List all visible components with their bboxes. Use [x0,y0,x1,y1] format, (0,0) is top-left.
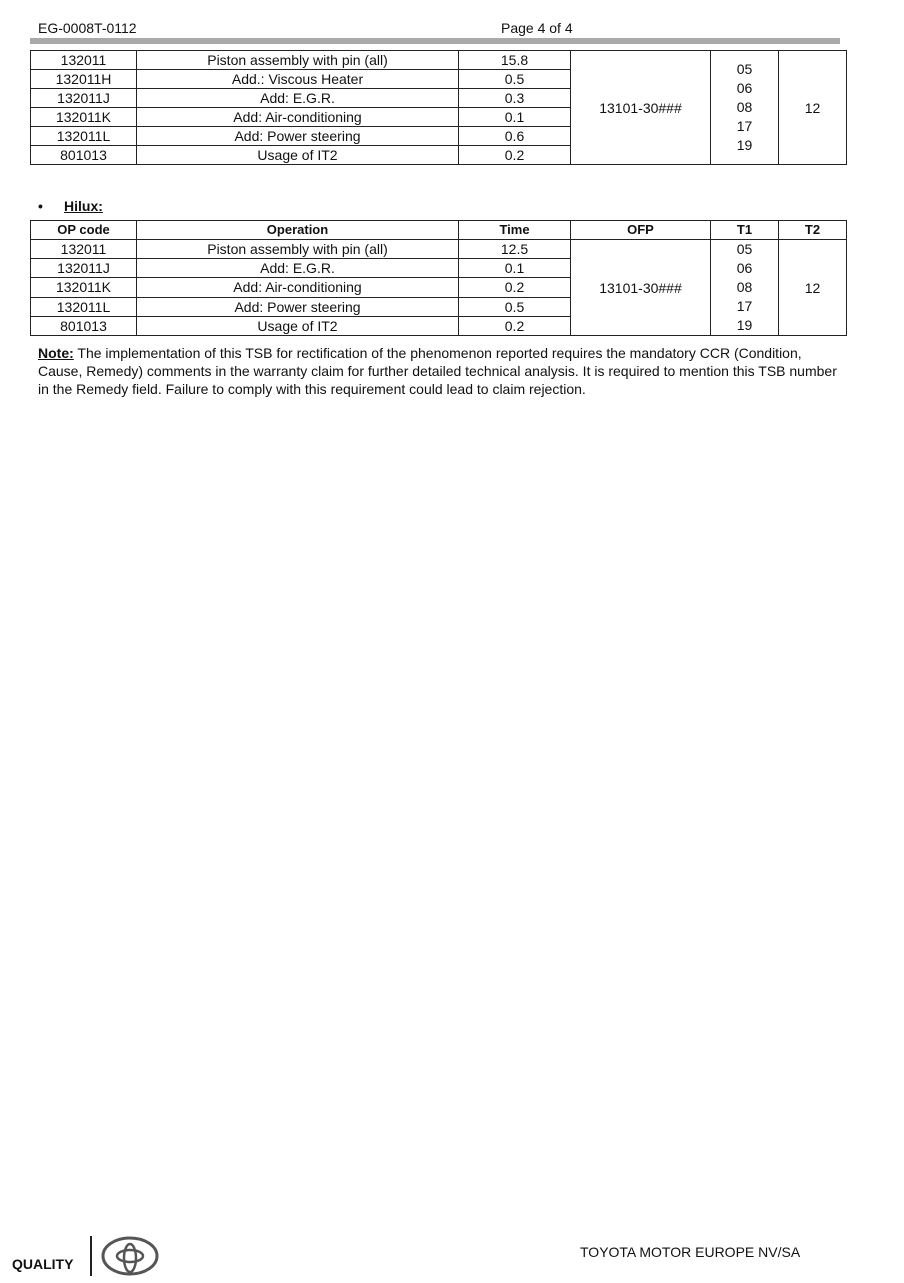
op-code-cell: 132011J [31,89,137,108]
time-cell: 0.2 [459,316,571,335]
op-code-cell: 801013 [31,146,137,165]
t1-value: 06 [736,80,753,96]
note-text: The implementation of this TSB for rectification of the phenomenon reported requires the mandatory CCR (Condition, Cause, Remedy) comments in the warranty claim for further detailed technical analysis. It is required to mention this TSB number in the Remedy field. Failure to comply with this requirement could lead to claim rejection. [38,345,837,397]
column-header-operation: Operation [137,221,459,240]
operation-cell: Piston assembly with pin (all) [137,51,459,70]
bullet: • [38,198,43,214]
op-code-cell: 132011L [31,127,137,146]
t1-value: 06 [736,260,753,276]
page-number: Page 4 of 4 [501,20,573,36]
operation-cell: Add.: Viscous Heater [137,70,459,89]
t1-value: 08 [736,99,753,115]
operation-cell: Piston assembly with pin (all) [137,240,459,259]
ofp-cell: 13101-30### [571,51,711,165]
op-code-cell: 132011J [31,259,137,278]
column-header-time: Time [459,221,571,240]
time-cell: 12.5 [459,240,571,259]
ofp-cell: 13101-30### [571,240,711,336]
page-header [38,20,844,40]
time-cell: 0.6 [459,127,571,146]
time-cell: 0.1 [459,108,571,127]
t1-value: 17 [736,118,753,134]
op-code-cell: 132011L [31,297,137,316]
table-row [31,240,847,259]
column-header-ofp: OFP [571,221,711,240]
t1-value: 05 [736,61,753,77]
operation-cell: Add: Air-conditioning [137,108,459,127]
time-cell: 0.1 [459,259,571,278]
operation-cell: Usage of IT2 [137,146,459,165]
operation-cell: Add: Power steering [137,297,459,316]
time-cell: 15.8 [459,51,571,70]
t1-value: 05 [736,241,753,257]
note-label: Note: [38,345,74,361]
op-code-cell: 132011K [31,108,137,127]
operation-cell: Usage of IT2 [137,316,459,335]
operation-cell: Add: Air-conditioning [137,278,459,297]
t2-cell: 12 [779,240,847,336]
op-code-cell: 132011H [31,70,137,89]
column-header-t2: T2 [779,221,847,240]
note-paragraph [38,344,842,398]
op-code-cell: 132011 [31,51,137,70]
operations-table-1 [30,50,847,165]
time-cell: 0.2 [459,278,571,297]
operation-cell: Add: E.G.R. [137,89,459,108]
time-cell: 0.2 [459,146,571,165]
t1-cell [711,51,779,165]
table-header-row [31,221,847,240]
t1-cell [711,240,779,336]
document-id: EG-0008T-0112 [38,20,137,36]
operations-table-hilux [30,220,847,336]
time-cell: 0.5 [459,297,571,316]
time-cell: 0.3 [459,89,571,108]
footer-company-name: TOYOTA MOTOR EUROPE NV/SA [580,1244,801,1260]
operation-cell: Add: Power steering [137,127,459,146]
t1-value: 19 [736,137,753,153]
time-cell: 0.5 [459,70,571,89]
section-heading-hilux [38,198,103,214]
header-rule [30,38,840,44]
column-header-op-code: OP code [31,221,137,240]
column-header-t1: T1 [711,221,779,240]
op-code-cell: 132011 [31,240,137,259]
op-code-cell: 801013 [31,316,137,335]
t1-value: 19 [736,317,753,333]
t2-cell: 12 [779,51,847,165]
footer-divider [90,1236,92,1276]
op-code-cell: 132011K [31,278,137,297]
footer-quality-label: QUALITY [12,1256,74,1272]
table-row [31,51,847,70]
operation-cell: Add: E.G.R. [137,259,459,278]
section-title: Hilux: [64,198,103,214]
t1-value: 17 [736,298,753,314]
toyota-logo-icon [100,1234,160,1283]
t1-value: 08 [736,279,753,295]
